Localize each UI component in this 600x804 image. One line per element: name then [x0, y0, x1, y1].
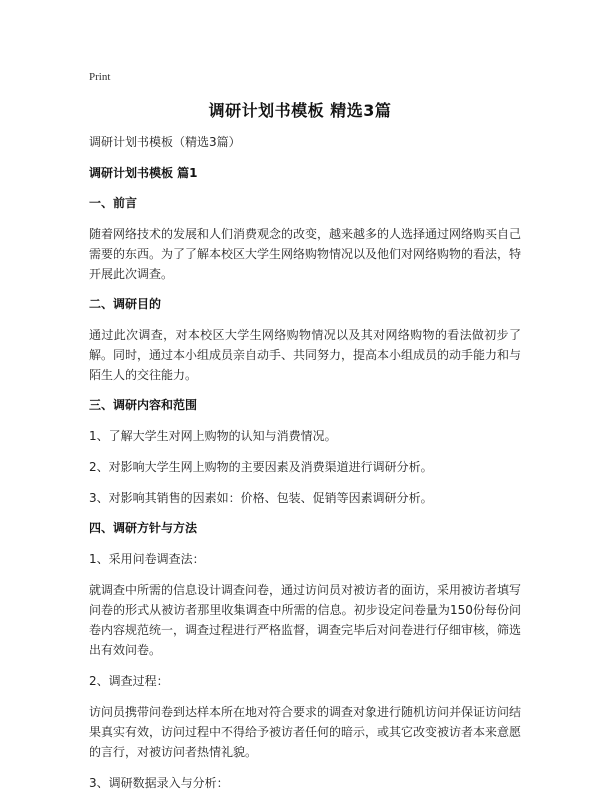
paragraph-purpose: 通过此次调查，对本校区大学生网络购物情况以及其对网络购物的看法做初步了解。同时，通过本小组成员亲自动手、共同努力，提高本小组成员的动手能力和与陌生人的交往能力。	[89, 328, 522, 382]
method-item-2: 2、调查过程：	[89, 674, 169, 688]
method-item-3: 3、调研数据录入与分析：	[89, 776, 229, 790]
paragraph-process: 访问员携带问卷到达样本所在地对符合要求的调查对象进行随机访问并保证访问结果真实有效，访问过程中不得给予被访者任何的暗示，或其它改变被访者本来意愿的言行，对被访问者热情礼貌。	[89, 705, 522, 759]
document-body	[89, 132, 521, 804]
section-heading-method: 四、调研方针与方法	[89, 521, 198, 535]
paragraph-questionnaire: 就调查中所需的信息设计调查问卷，通过访问员对被访者的面访，采用被访者填写问卷的形式从被访者那里收集调查中所需的信息。初步设定问卷量为150份每份问卷内容规范统一，调查过程进行严格监督，调查完毕后对问卷进行仔细审核，筛选出有效问卷。	[89, 583, 522, 657]
print-link[interactable]: Print	[89, 71, 111, 83]
list-item-scope-1: 1、了解大学生对网上购物的认知与消费情况。	[89, 429, 337, 443]
method-item-1: 1、采用问卷调查法：	[89, 552, 205, 566]
section-heading-purpose: 二、调研目的	[89, 297, 162, 311]
document-title: 调研计划书模板 精选3篇	[208, 101, 392, 120]
section-heading-preface: 一、前言	[89, 196, 138, 210]
document-subtitle: 调研计划书模板（精选3篇）	[89, 135, 241, 149]
list-item-scope-3: 3、对影响其销售的因素如：价格、包装、促销等因素调研分析。	[89, 491, 433, 505]
paragraph-preface: 随着网络技术的发展和人们消费观念的改变，越来越多的人选择通过网络购买自己需要的东西。为了了解本校区大学生网络购物情况以及他们对网络购物的看法，特开展此次调查。	[89, 227, 522, 281]
section-heading-scope: 三、调研内容和范围	[89, 398, 198, 412]
section-heading-part1: 调研计划书模板 篇1	[89, 166, 198, 180]
list-item-scope-2: 2、对影响大学生网上购物的主要因素及消费渠道进行调研分析。	[89, 460, 433, 474]
